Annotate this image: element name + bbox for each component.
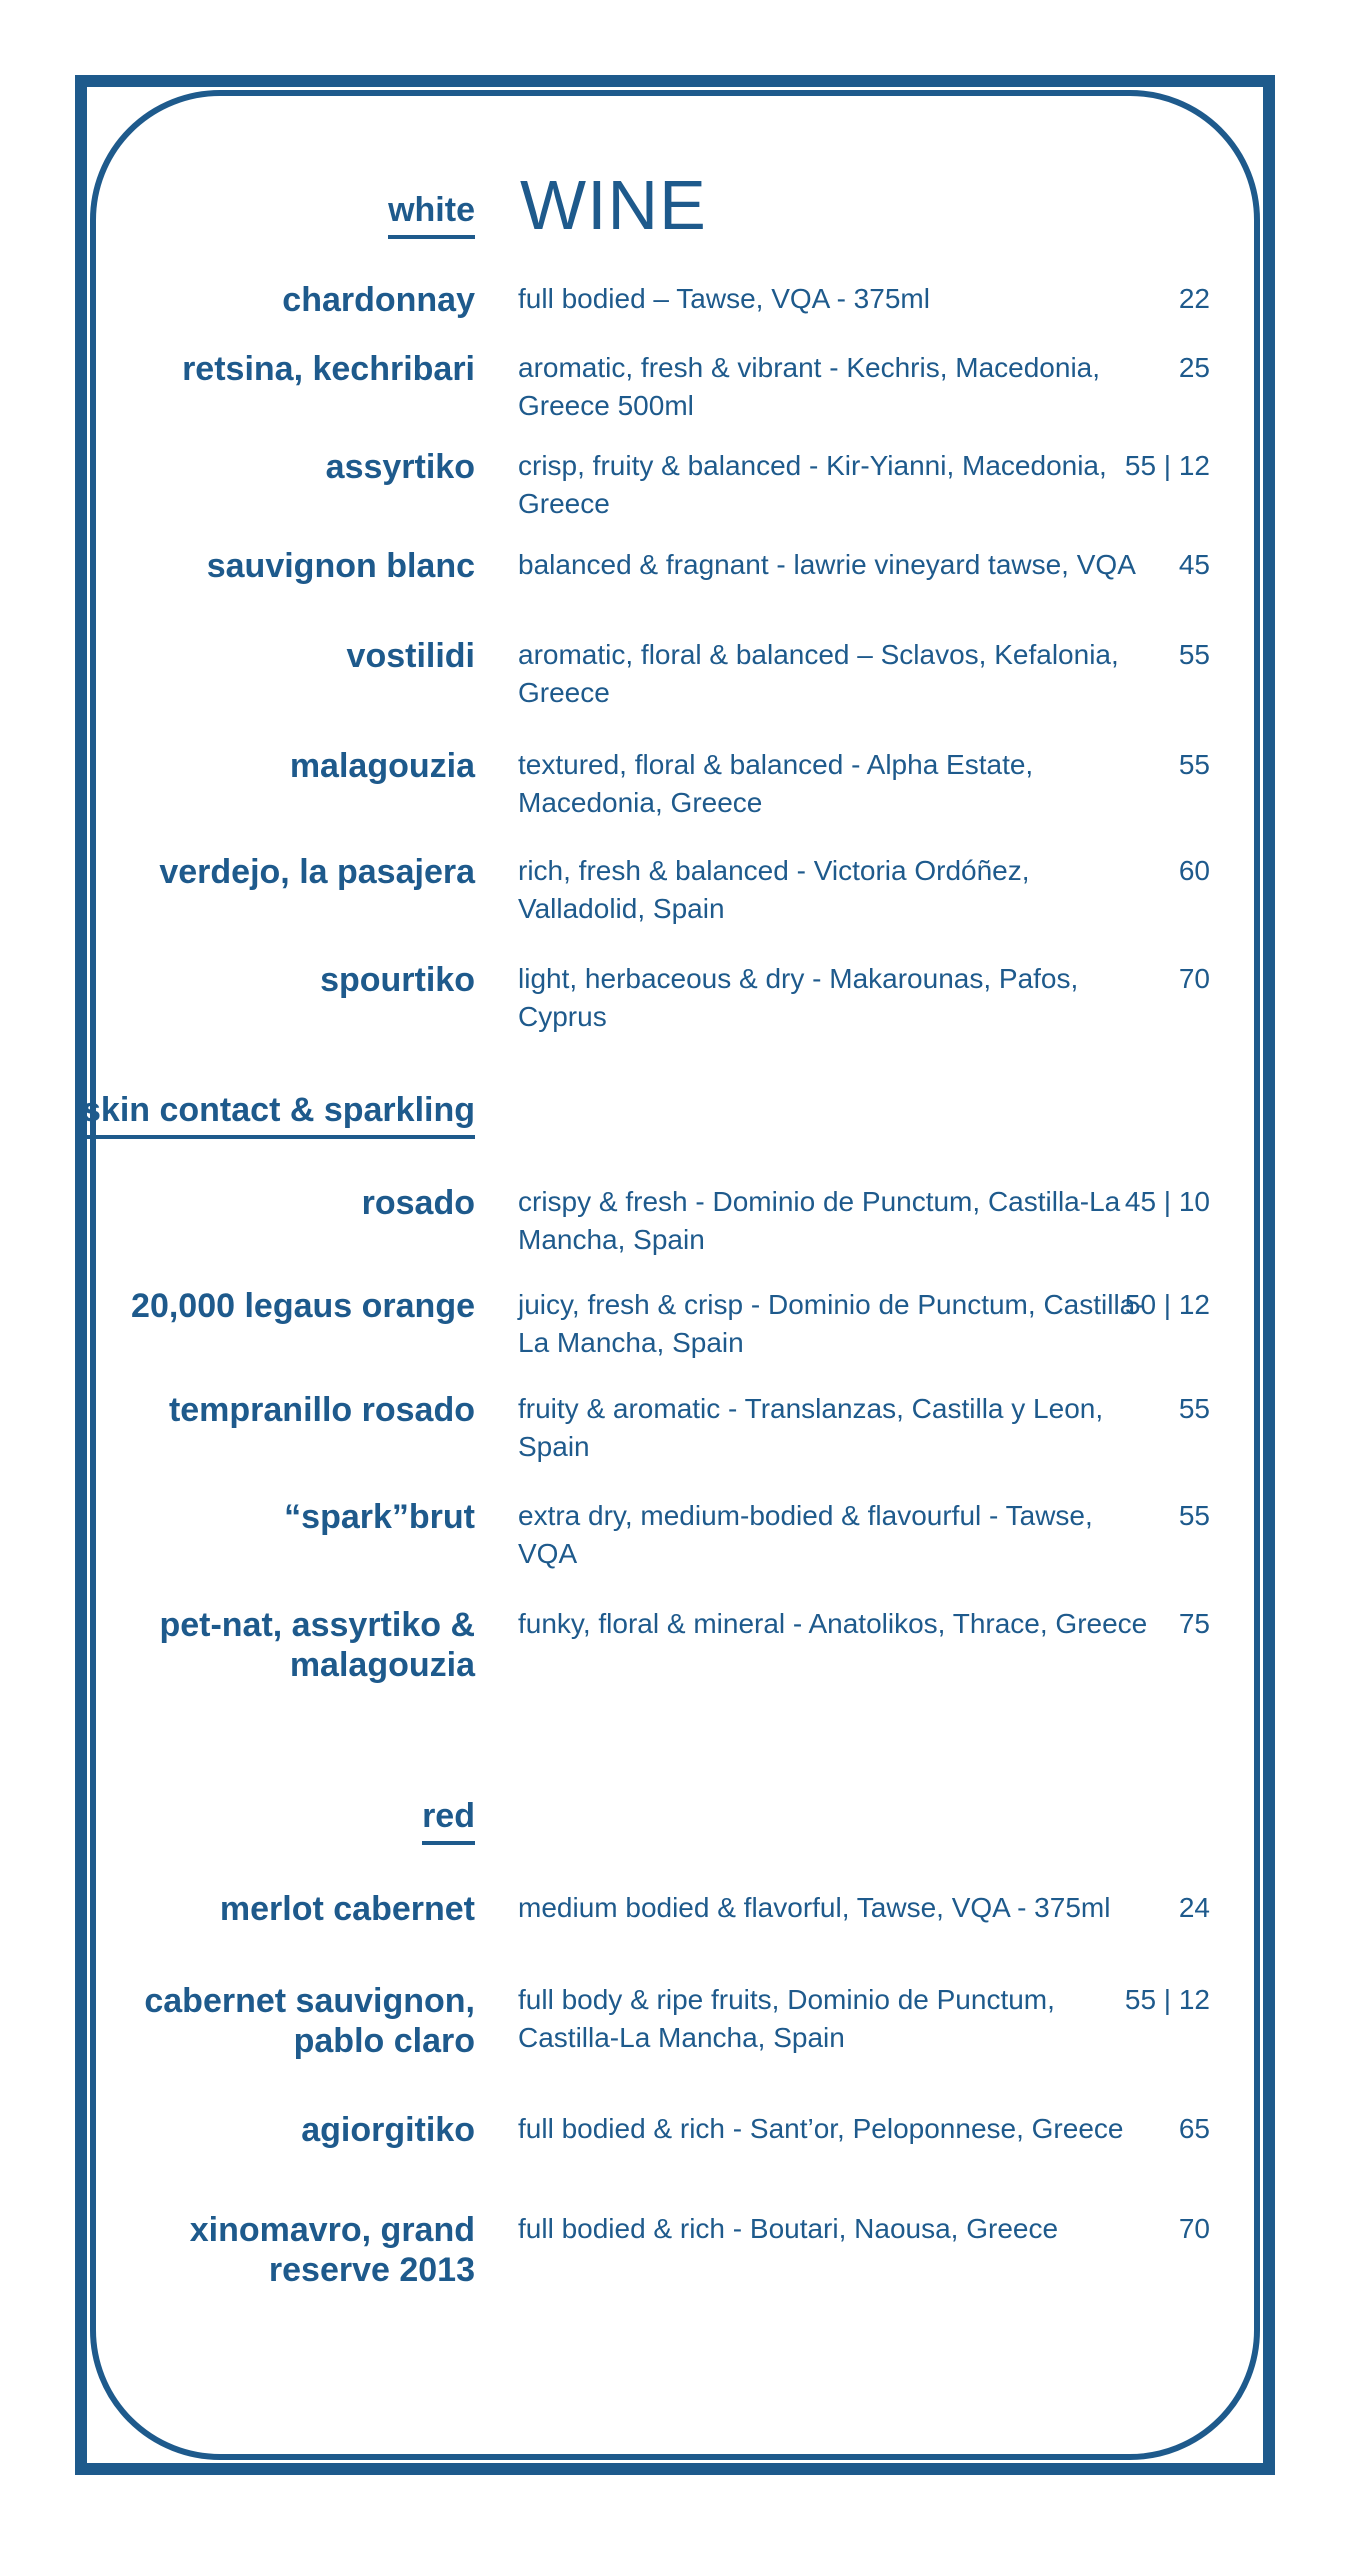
wine-description: crisp, fruity & balanced - Kir-Yianni, Macedonia, Greece — [518, 450, 1107, 519]
wine-price: 55 | 12 — [1124, 1984, 1210, 2015]
wine-name: 20,000 legaus orange — [131, 1287, 475, 1325]
wine-price: 24 — [1178, 1892, 1210, 1923]
wine-price: 70 — [1178, 2213, 1210, 2244]
wine-name: assyrtiko — [325, 448, 475, 486]
wine-description: extra dry, medium-bodied & flavourful - Tawse, VQA — [518, 1500, 1093, 1569]
wine-name: rosado — [361, 1184, 475, 1222]
wine-name: agiorgitiko — [301, 2111, 475, 2149]
wine-description: fruity & aromatic - Translanzas, Castilla y Leon, Spain — [518, 1393, 1104, 1462]
wine-description: rich, fresh & balanced - Victoria Ordóñez, Valladolid, Spain — [518, 855, 1030, 924]
wine-name: retsina, kechribari — [182, 350, 475, 388]
wine-description: full bodied – Tawse, VQA - 375ml — [518, 283, 930, 314]
wine-price: 50 | 12 — [1124, 1289, 1210, 1320]
wine-description: full bodied & rich - Boutari, Naousa, Greece — [518, 2213, 1059, 2244]
wine-description: aromatic, floral & balanced – Sclavos, Kefalonia, Greece — [518, 639, 1119, 708]
section-heading-skin-contact: skin contact & sparkling — [82, 1092, 475, 1139]
wine-name: spourtiko — [320, 961, 475, 999]
wine-name: cabernet sauvignon, pablo claro — [144, 1982, 475, 2060]
wine-description: funky, floral & mineral - Anatolikos, Thrace, Greece — [518, 1608, 1148, 1639]
section-heading-red: red — [422, 1798, 475, 1845]
wine-description: medium bodied & flavorful, Tawse, VQA - 375ml — [518, 1892, 1111, 1923]
wine-description: juicy, fresh & crisp - Dominio de Punctum, Castilla-La Mancha, Spain — [518, 1289, 1145, 1358]
page-title: WINE — [520, 166, 707, 244]
wine-price: 55 — [1178, 1500, 1210, 1531]
wine-name: sauvignon blanc — [206, 547, 475, 585]
wine-name: vostilidi — [346, 637, 475, 675]
wine-name: “spark”brut — [284, 1498, 475, 1536]
wine-name: tempranillo rosado — [168, 1391, 475, 1429]
wine-price: 55 — [1178, 639, 1210, 670]
wine-price: 55 — [1178, 749, 1210, 780]
wine-description: light, herbaceous & dry - Makarounas, Pafos, Cyprus — [518, 963, 1079, 1032]
wine-description: textured, floral & balanced - Alpha Estate, Macedonia, Greece — [518, 749, 1034, 818]
wine-name: verdejo, la pasajera — [159, 853, 475, 891]
section-heading-white: white — [388, 192, 475, 239]
wine-price: 60 — [1178, 855, 1210, 886]
wine-name: pet-nat, assyrtiko & malagouzia — [159, 1606, 475, 1684]
wine-price: 45 — [1178, 549, 1210, 580]
wine-description: full bodied & rich - Sant’or, Peloponnese, Greece — [518, 2113, 1124, 2144]
wine-name: merlot cabernet — [219, 1890, 475, 1928]
wine-description: balanced & fragnant - lawrie vineyard tawse, VQA — [518, 549, 1136, 580]
wine-price: 55 — [1178, 1393, 1210, 1424]
wine-name: xinomavro, grand reserve 2013 — [189, 2211, 475, 2289]
wine-price: 75 — [1178, 1608, 1210, 1639]
menu-inner-border — [90, 90, 1260, 2460]
wine-description: aromatic, fresh & vibrant - Kechris, Macedonia, Greece 500ml — [518, 352, 1101, 421]
wine-price: 70 — [1178, 963, 1210, 994]
wine-price: 55 | 12 — [1124, 450, 1210, 481]
wine-name: malagouzia — [289, 747, 475, 785]
wine-price: 45 | 10 — [1124, 1186, 1210, 1217]
wine-description: crispy & fresh - Dominio de Punctum, Castilla-La Mancha, Spain — [518, 1186, 1121, 1255]
wine-price: 25 — [1178, 352, 1210, 383]
wine-description: full body & ripe fruits, Dominio de Punctum, Castilla-La Mancha, Spain — [518, 1984, 1055, 2053]
wine-price: 65 — [1178, 2113, 1210, 2144]
wine-price: 22 — [1178, 283, 1210, 314]
wine-name: chardonnay — [282, 281, 475, 319]
